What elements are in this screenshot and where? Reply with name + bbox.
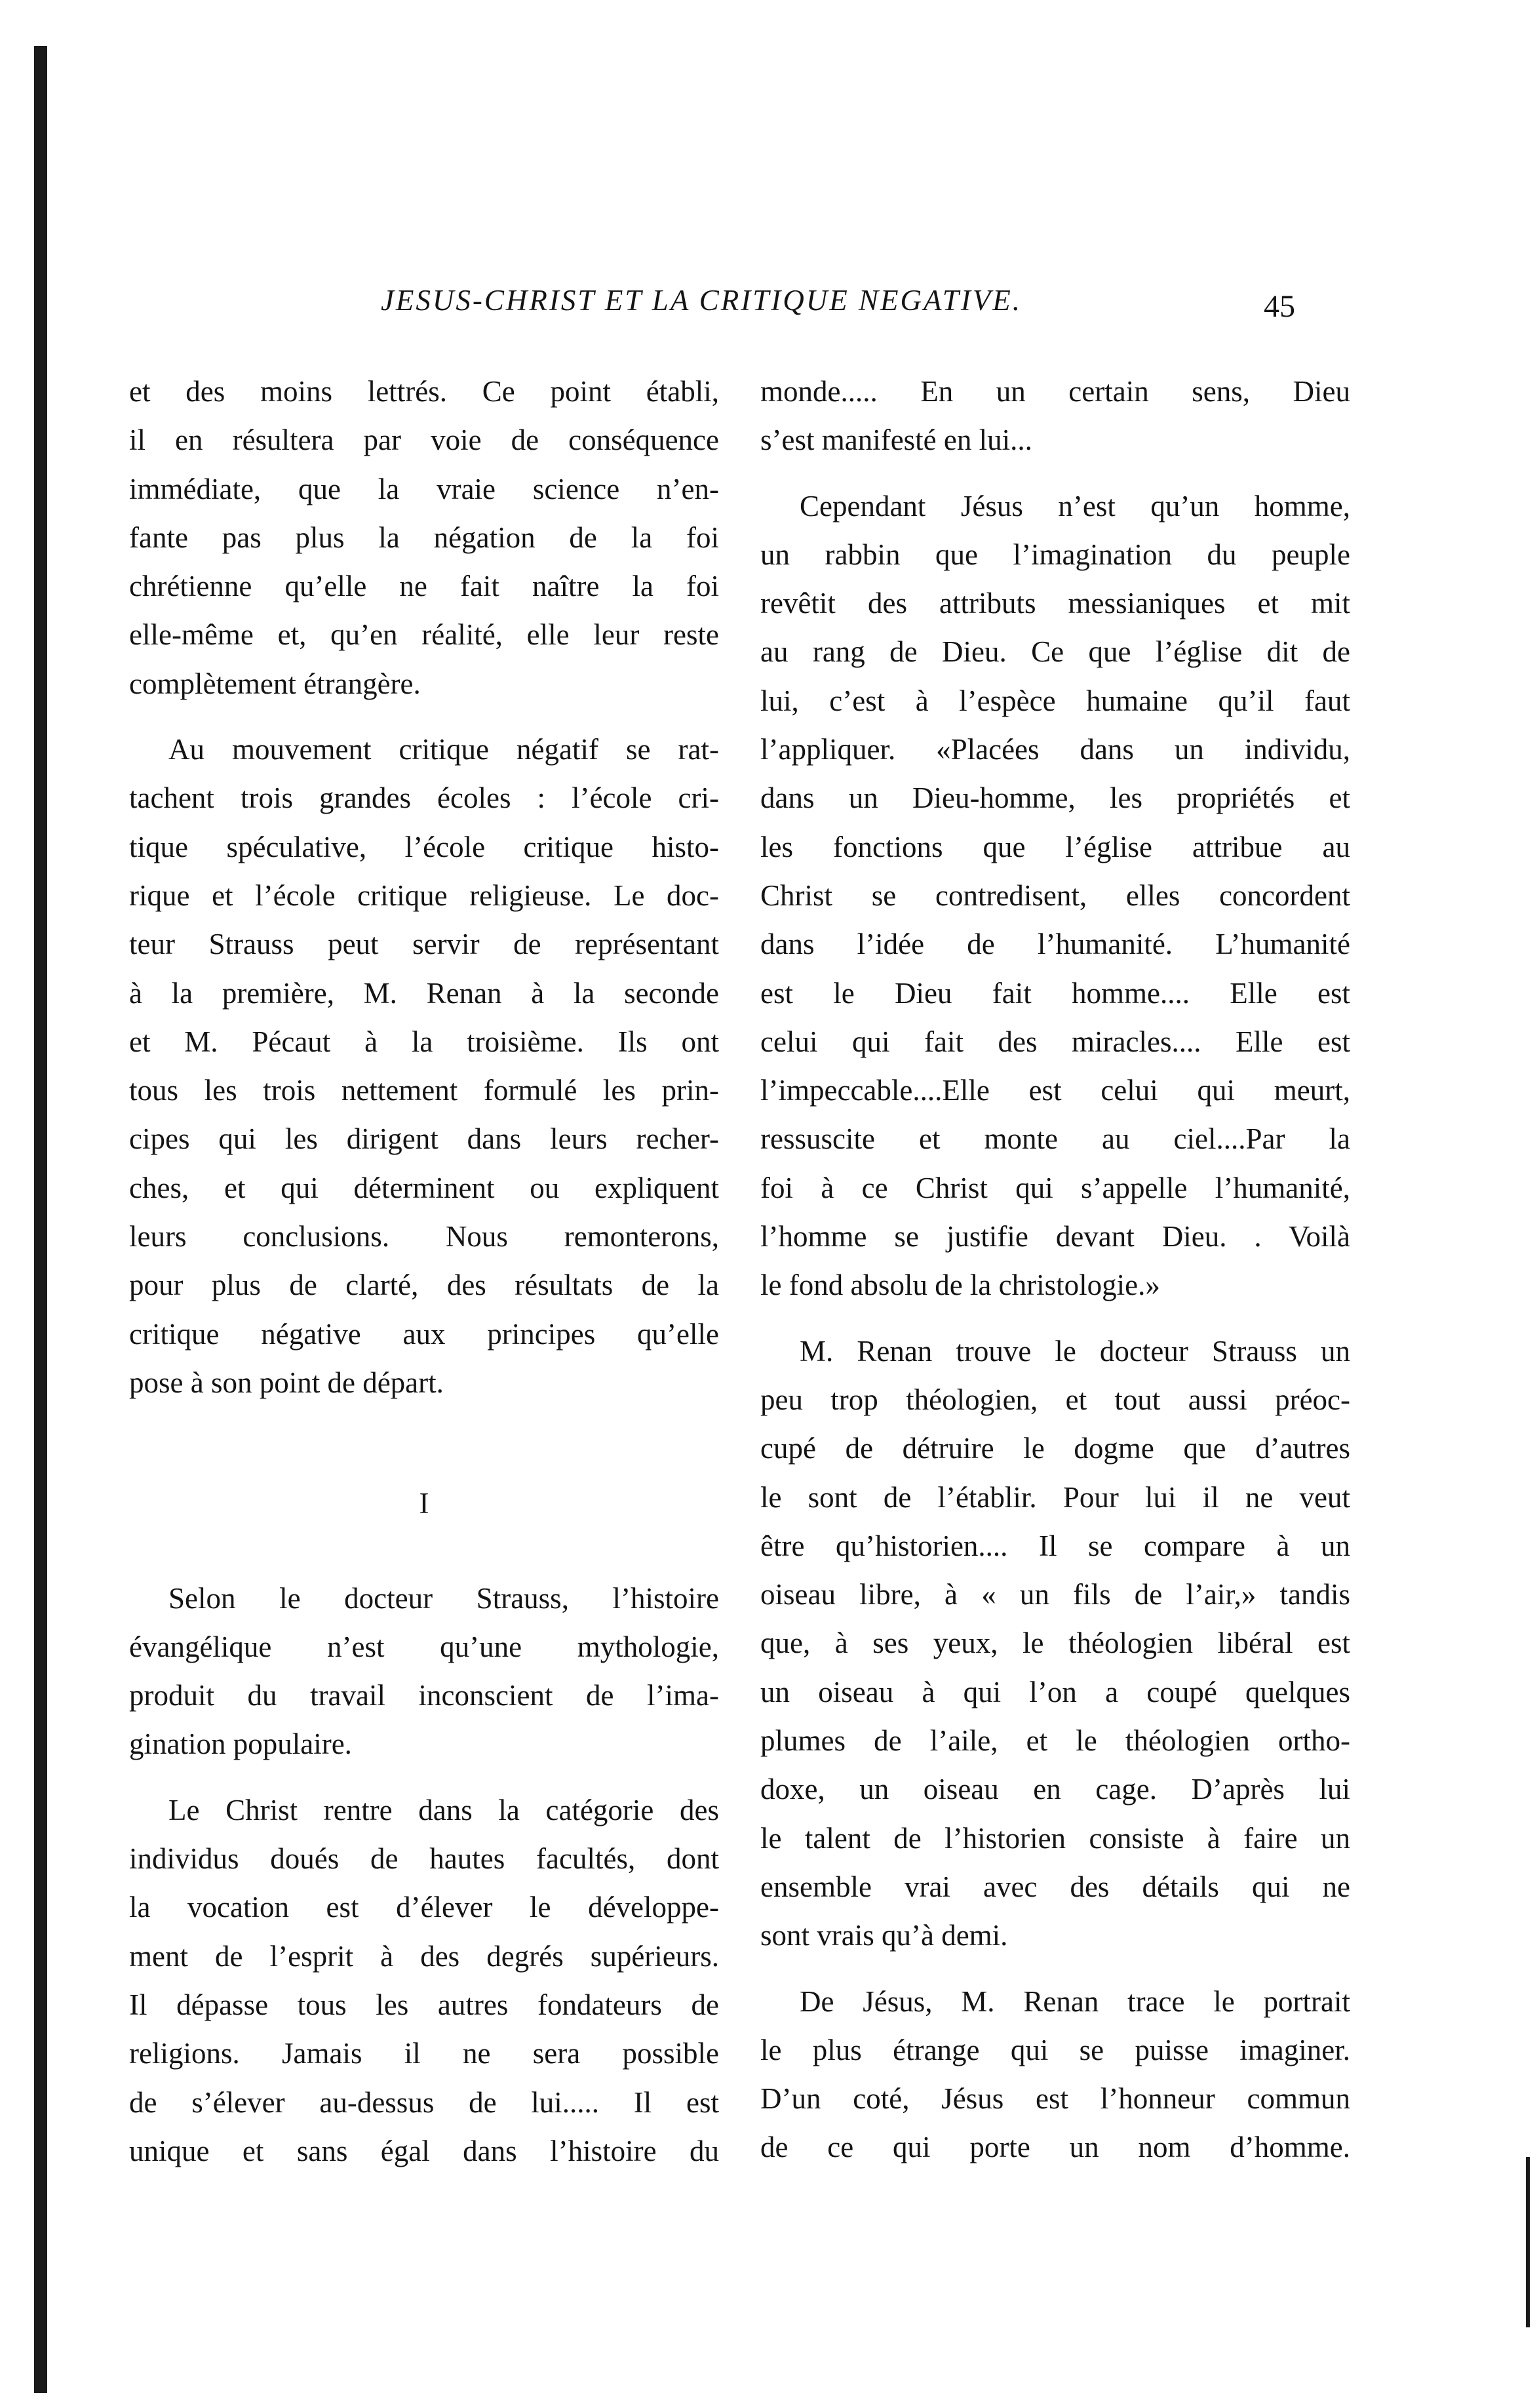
text-line: le plus étrange qui se puisse imaginer. [760, 2033, 1350, 2066]
text-line: immédiate, que la vraie science n’en- [129, 472, 719, 505]
text-line: cupé de détruire le dogme que d’autres [760, 1432, 1350, 1465]
text-line: oiseau libre, à « un fils de l’air,» tandis [760, 1578, 1350, 1611]
text-line: celui qui fait des miracles.... Elle est [760, 1025, 1350, 1058]
text-line: D’un coté, Jésus est l’honneur commun [760, 2082, 1350, 2116]
text-line: est le Dieu fait homme.... Elle est [760, 976, 1350, 1010]
text-line: foi à ce Christ qui s’appelle l’humanité, [760, 1171, 1350, 1204]
left-column [129, 367, 719, 2175]
scan-edge-right [1526, 2157, 1530, 2327]
text-line: Christ se contredisent, elles concordent [760, 878, 1350, 912]
running-head: JESUS-CHRIST ET LA CRITIQUE NEGATIVE. [380, 284, 1023, 317]
text-line: ensemble vrai avec des détails qui ne [760, 1870, 1350, 1903]
text-line: monde..... En un certain sens, Dieu [760, 375, 1350, 408]
text-line: et des moins lettrés. Ce point établi, [129, 375, 719, 408]
text-line: Le Christ rentre dans la catégorie des [168, 1793, 719, 1826]
text-line: teur Strauss peut servir de représentant [129, 928, 719, 961]
text-line: la vocation est d’élever le développe- [129, 1891, 719, 1924]
text-line: rique et l’école critique religieuse. Le doc- [129, 878, 719, 912]
text-line: pose à son point de départ. [129, 1366, 444, 1399]
text-line: revêtit des attributs messianiques et mit [760, 587, 1350, 620]
text-line: de ce qui porte un nom d’homme. [760, 2131, 1350, 2164]
text-line: lui, c’est à l’espèce humaine qu’il faut [760, 684, 1350, 717]
text-line: Selon le docteur Strauss, l’histoire [168, 1581, 719, 1615]
text-line: complètement étrangère. [129, 667, 421, 700]
text-line: peu trop théologien, et tout aussi préoc- [760, 1383, 1350, 1416]
text-line: à la première, M. Renan à la seconde [129, 976, 719, 1010]
text-line: produit du travail inconscient de l’ima- [129, 1679, 719, 1712]
text-line: de s’élever au-dessus de lui..... Il est [129, 2085, 719, 2119]
text-line: fante pas plus la négation de la foi [129, 521, 719, 554]
text-line: ment de l’esprit à des degrés supérieurs. [129, 1939, 719, 1973]
text-line: tous les trois nettement formulé les prin- [129, 1074, 719, 1107]
text-line: le fond absolu de la christologie.» [760, 1269, 1160, 1302]
text-line: Cependant Jésus n’est qu’un homme, [800, 489, 1350, 523]
text-line: il en résultera par voie de conséquence [129, 424, 719, 457]
right-column [760, 367, 1350, 2172]
text-line: elle-même et, qu’en réalité, elle leur reste [129, 618, 719, 652]
text-line: au rang de Dieu. Ce que l’église dit de [760, 635, 1350, 669]
text-line: évangélique n’est qu’une mythologie, [129, 1630, 719, 1663]
text-line: individus doués de hautes facultés, dont [129, 1842, 719, 1876]
text-line: M. Renan trouve le docteur Strauss un [800, 1334, 1350, 1368]
text-line: leurs conclusions. Nous remonterons, [129, 1220, 719, 1253]
text-line: l’appliquer. «Placées dans un individu, [760, 733, 1350, 766]
text-line: s’est manifesté en lui... [760, 424, 1032, 457]
text-line: Au mouvement critique négatif se rat- [168, 733, 719, 766]
text-line: dans l’idée de l’humanité. L’humanité [760, 928, 1350, 961]
text-line: plumes de l’aile, et le théologien ortho- [760, 1724, 1350, 1758]
text-line: doxe, un oiseau en cage. D’après lui [760, 1773, 1350, 1806]
text-line: un oiseau à qui l’on a coupé quelques [760, 1675, 1350, 1708]
text-line: gination populaire. [129, 1727, 352, 1761]
page-number: 45 [1264, 289, 1295, 324]
text-line: dans un Dieu-homme, les propriétés et [760, 781, 1350, 815]
text-line: le talent de l’historien consiste à faire un [760, 1821, 1350, 1855]
scan-edge-left [34, 46, 47, 2393]
text-line: cipes qui les dirigent dans leurs recher- [129, 1122, 719, 1156]
text-line: tachent trois grandes écoles : l’école cri- [129, 781, 719, 815]
text-line: ressuscite et monte au ciel....Par la [760, 1122, 1350, 1156]
text-line: un rabbin que l’imagination du peuple [760, 538, 1350, 571]
text-line: l’homme se justifie devant Dieu. . Voilà [760, 1220, 1350, 1253]
text-line: les fonctions que l’église attribue au [760, 830, 1350, 863]
text-line: chrétienne qu’elle ne fait naître la foi [129, 570, 719, 603]
text-line: pour plus de clarté, des résultats de la [129, 1269, 719, 1302]
text-line: De Jésus, M. Renan trace le portrait [800, 1984, 1350, 2018]
text-line: sont vrais qu’à demi. [760, 1919, 1008, 1952]
text-line: tique spéculative, l’école critique histo- [129, 830, 719, 863]
section-heading: I [419, 1487, 429, 1520]
text-line: critique négative aux principes qu’elle [129, 1317, 719, 1351]
text-line: et M. Pécaut à la troisième. Ils ont [129, 1025, 719, 1058]
text-line: ches, et qui déterminent ou expliquent [129, 1171, 719, 1204]
text-line: Il dépasse tous les autres fondateurs de [129, 1988, 719, 2021]
text-line: l’impeccable....Elle est celui qui meurt, [760, 1074, 1350, 1107]
text-line: unique et sans égal dans l’histoire du [129, 2134, 719, 2167]
text-line: le sont de l’établir. Pour lui il ne veut [760, 1480, 1350, 1514]
text-line: religions. Jamais il ne sera possible [129, 2037, 719, 2070]
text-line: être qu’historien.... Il se compare à un [760, 1529, 1350, 1562]
text-line: que, à ses yeux, le théologien libéral est [760, 1627, 1350, 1660]
